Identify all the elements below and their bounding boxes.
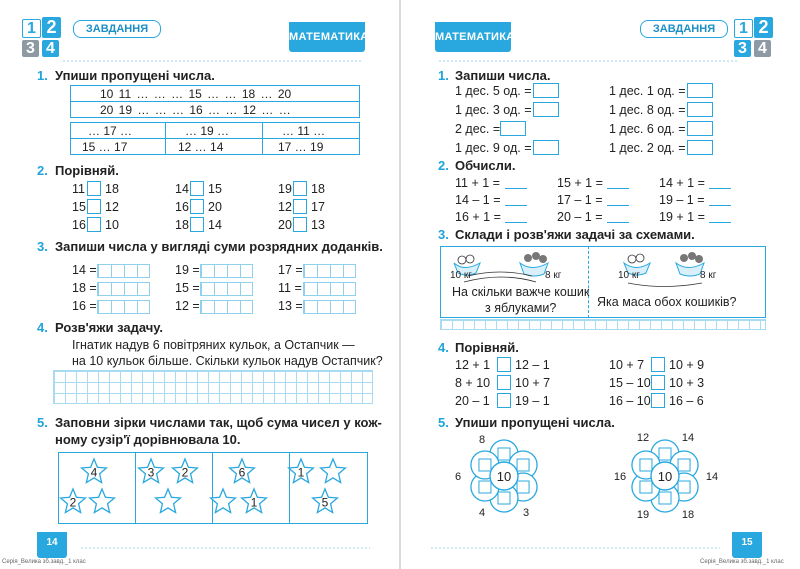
compare-box[interactable] xyxy=(190,199,204,214)
petal-answer-box[interactable] xyxy=(659,448,671,460)
compare-right: 10 + 7 xyxy=(515,376,551,390)
number-row: … 17 … xyxy=(88,124,133,138)
task-title: Упиши пропущені числа. xyxy=(55,68,215,83)
flower-number: 14 xyxy=(705,471,719,483)
task-title: Порівняй. xyxy=(55,163,119,178)
petal-answer-box[interactable] xyxy=(498,492,510,504)
page-spine xyxy=(399,0,401,569)
star-shape[interactable] xyxy=(321,459,346,483)
constellations xyxy=(58,452,368,524)
petal-answer-box[interactable] xyxy=(517,481,529,493)
flower-number: 16 xyxy=(613,471,627,483)
calc-label: 19 – 1 = xyxy=(659,193,705,207)
sum-cells[interactable] xyxy=(200,264,253,278)
calc-label: 11 + 1 = xyxy=(455,176,500,190)
task-title: Запиши числа у вигляді суми розрядних доданків. xyxy=(55,239,383,254)
sum-label: 12 = xyxy=(175,299,200,313)
footnote: Серія_Велика зб.завд._1 клас xyxy=(700,559,784,565)
sum-label: 16 = xyxy=(72,299,97,313)
compare-left: 18 xyxy=(175,218,189,232)
calc-label: 16 + 1 = xyxy=(455,210,501,224)
number-row: … 19 … xyxy=(185,124,230,138)
compare-right: 16 – 6 xyxy=(669,394,704,408)
compare-left: 12 + 1 xyxy=(455,358,491,372)
compare-right: 10 xyxy=(105,218,119,232)
compare-right: 13 xyxy=(311,218,325,232)
star-number: 4 xyxy=(90,465,98,480)
tens-answer-box[interactable] xyxy=(500,121,526,136)
star-shape[interactable] xyxy=(156,489,181,513)
calc-answer-line[interactable] xyxy=(505,188,527,189)
sum-label: 18 = xyxy=(72,281,97,295)
tens-answer-box[interactable] xyxy=(533,83,559,98)
star-number: 2 xyxy=(181,465,189,480)
tens-label: 1 дес. 6 од. = xyxy=(609,122,686,136)
footnote: Серія_Велика зб.завд._1 клас xyxy=(2,559,86,565)
calc-answer-line[interactable] xyxy=(505,205,527,206)
petal-answer-box[interactable] xyxy=(678,459,690,471)
compare-left: 10 + 7 xyxy=(609,358,645,372)
tens-answer-box[interactable] xyxy=(687,121,713,136)
task-number: 1. xyxy=(37,68,48,83)
logo-tile-1: 1 xyxy=(22,19,41,38)
basket-berries-icon xyxy=(520,252,548,276)
number-row: 10 11 … … … 15 … … 18 … 20 xyxy=(100,87,292,101)
number-row: 12 … 14 xyxy=(178,140,224,154)
compare-right: 15 xyxy=(208,182,222,196)
sum-label: 17 = xyxy=(278,263,303,277)
flower-number: 3 xyxy=(522,507,530,519)
right-dots-divider xyxy=(438,59,738,63)
logo-tile-2: 2 xyxy=(42,17,61,38)
sum-cells[interactable] xyxy=(97,300,150,314)
number-flowers xyxy=(430,428,770,526)
calc-label: 19 + 1 = xyxy=(659,210,705,224)
task-title: ному сузір'ї дорівнювала 10. xyxy=(55,432,241,447)
problem-text: Ігнатик надув 6 повітряних кульок, а Остапчик — xyxy=(72,338,355,352)
number-row: 17 … 19 xyxy=(278,140,324,154)
task-number: 1. xyxy=(438,68,449,83)
compare-box[interactable] xyxy=(651,357,665,372)
task-title: Розв'яжи задачу. xyxy=(55,320,163,335)
sum-cells[interactable] xyxy=(303,282,356,296)
number-row: 15 … 17 xyxy=(82,140,128,154)
task-number: 4. xyxy=(438,340,449,355)
task-title: Заповни зірки числами так, щоб сума чисел у кож- xyxy=(55,415,382,430)
compare-box[interactable] xyxy=(651,375,665,390)
task-number: 3. xyxy=(37,239,48,254)
tens-label: 1 дес. 2 од. = xyxy=(609,141,686,155)
question-text: На скільки важче кошик xyxy=(452,285,590,299)
compare-left: 8 + 10 xyxy=(455,376,491,390)
task-number: 4. xyxy=(37,320,48,335)
calc-answer-line[interactable] xyxy=(709,222,731,223)
sum-label: 13 = xyxy=(278,299,303,313)
compare-right: 18 xyxy=(311,182,325,196)
calc-answer-line[interactable] xyxy=(709,205,731,206)
calc-answer-line[interactable] xyxy=(607,188,629,189)
left-subject-tab: МАТЕМАТИКА xyxy=(289,22,365,52)
petal-answer-box[interactable] xyxy=(659,492,671,504)
compare-left: 15 – 10 xyxy=(609,376,651,390)
compare-left: 19 xyxy=(278,182,292,196)
task-number: 5. xyxy=(438,415,449,430)
tens-label: 1 дес. 1 од. = xyxy=(609,84,686,98)
compare-box[interactable] xyxy=(497,357,511,372)
compare-box[interactable] xyxy=(293,217,307,232)
number-row: 20 19 … … … 16 … … 12 … … xyxy=(100,103,291,117)
petal-answer-box[interactable] xyxy=(678,481,690,493)
compare-left: 20 – 1 xyxy=(455,394,490,408)
petal-answer-box[interactable] xyxy=(640,459,652,471)
petal-answer-box[interactable] xyxy=(640,481,652,493)
petal-answer-box[interactable] xyxy=(498,448,510,460)
weight-label: 10 кг xyxy=(618,270,640,281)
task-title: Упиши пропущені числа. xyxy=(455,415,615,430)
compare-right: 12 – 1 xyxy=(515,358,550,372)
sum-label: 15 = xyxy=(175,281,200,295)
page-number: 15 xyxy=(732,532,762,558)
star-number: 2 xyxy=(69,495,77,510)
sum-cells[interactable] xyxy=(97,264,150,278)
calc-answer-line[interactable] xyxy=(709,188,731,189)
number-row: … 11 … xyxy=(282,124,326,138)
flower-number: 6 xyxy=(454,471,462,483)
compare-right: 19 – 1 xyxy=(515,394,550,408)
calc-label: 20 – 1 = xyxy=(557,210,603,224)
table-rule xyxy=(70,138,360,139)
left-dots-divider xyxy=(62,59,362,63)
sum-label: 14 = xyxy=(72,263,97,277)
tens-answer-box[interactable] xyxy=(687,83,713,98)
logo-tile-4: 4 xyxy=(42,40,59,57)
compare-left: 16 xyxy=(72,218,86,232)
calc-label: 14 + 1 = xyxy=(659,176,705,190)
compare-right: 18 xyxy=(105,182,119,196)
compare-box[interactable] xyxy=(87,181,101,196)
flower-number: 8 xyxy=(478,434,486,446)
compare-left: 14 xyxy=(175,182,189,196)
flower-number: 19 xyxy=(636,509,650,521)
compare-box[interactable] xyxy=(87,217,101,232)
sum-cells[interactable] xyxy=(200,282,253,296)
flower-center-number: 10 xyxy=(657,469,673,484)
compare-left: 16 xyxy=(175,200,189,214)
tens-label: 1 дес. 3 од. = xyxy=(455,103,532,117)
tens-label: 1 дес. 8 од. = xyxy=(609,103,686,117)
flower-number: 18 xyxy=(681,509,695,521)
sum-label: 11 = xyxy=(278,281,302,295)
calc-answer-line[interactable] xyxy=(607,222,629,223)
compare-box[interactable] xyxy=(293,199,307,214)
compare-box[interactable] xyxy=(190,181,204,196)
compare-left: 20 xyxy=(278,218,292,232)
calc-answer-line[interactable] xyxy=(505,222,527,223)
calc-label: 17 – 1 = xyxy=(557,193,603,207)
compare-box[interactable] xyxy=(87,199,101,214)
task-title: Запиши числа. xyxy=(455,68,551,83)
calc-answer-line[interactable] xyxy=(607,205,629,206)
weight-label: 8 кг xyxy=(700,270,717,281)
footer-dots xyxy=(80,546,370,550)
petal-answer-box[interactable] xyxy=(479,459,491,471)
star-shape[interactable] xyxy=(211,489,236,513)
compare-box[interactable] xyxy=(497,375,511,390)
right-subject-tab: МАТЕМАТИКА xyxy=(435,22,511,52)
compare-right: 10 + 9 xyxy=(669,358,705,372)
sum-cells[interactable] xyxy=(97,282,150,296)
task-number: 2. xyxy=(37,163,48,178)
task-title: Обчисли. xyxy=(455,158,516,173)
tens-label: 2 дес. = xyxy=(455,122,501,136)
tens-label: 1 дес. 5 од. = xyxy=(455,84,532,98)
petal-answer-box[interactable] xyxy=(479,481,491,493)
tens-answer-box[interactable] xyxy=(687,102,713,117)
task-number: 2. xyxy=(438,158,449,173)
page-number: 14 xyxy=(37,532,67,558)
logo-tile-1: 1 xyxy=(734,19,753,38)
compare-left: 15 xyxy=(72,200,86,214)
tens-answer-box[interactable] xyxy=(533,102,559,117)
compare-box[interactable] xyxy=(293,181,307,196)
answer-grid[interactable] xyxy=(53,370,373,404)
flower-center-number: 10 xyxy=(496,469,512,484)
star-number: 1 xyxy=(297,465,305,480)
sum-label: 19 = xyxy=(175,263,200,277)
left-zavdannya-tag: ЗАВДАННЯ xyxy=(73,20,161,38)
compare-right: 12 xyxy=(105,200,119,214)
calc-label: 14 – 1 = xyxy=(455,193,501,207)
compare-right: 10 + 3 xyxy=(669,376,705,390)
compare-right: 20 xyxy=(208,200,222,214)
table-rule xyxy=(70,101,360,102)
compare-left: 11 xyxy=(72,182,85,196)
petal-answer-box[interactable] xyxy=(517,459,529,471)
task-number: 5. xyxy=(37,415,48,430)
sum-cells[interactable] xyxy=(303,300,356,314)
sum-cells[interactable] xyxy=(200,300,253,314)
flower-number: 12 xyxy=(636,432,650,444)
tens-label: 1 дес. 9 од. = xyxy=(455,141,532,155)
tens-answer-box[interactable] xyxy=(533,140,559,155)
flower-number: 4 xyxy=(478,507,486,519)
table-rule xyxy=(165,122,166,155)
compare-box[interactable] xyxy=(651,393,665,408)
compare-right: 17 xyxy=(311,200,325,214)
flower-number: 14 xyxy=(681,432,695,444)
weight-label: 8 кг xyxy=(545,270,562,281)
star-number: 5 xyxy=(321,495,329,510)
calc-label: 15 + 1 = xyxy=(557,176,603,190)
footer-dots xyxy=(430,546,720,550)
compare-left: 12 xyxy=(278,200,292,214)
logo-tile-3: 3 xyxy=(734,40,751,57)
star-number: 1 xyxy=(250,495,258,510)
answer-grid[interactable] xyxy=(440,319,766,330)
star-number: 3 xyxy=(147,465,155,480)
star-number: 6 xyxy=(238,465,246,480)
logo-tile-2: 2 xyxy=(754,17,773,38)
question-text: з яблуками? xyxy=(485,301,557,315)
tens-answer-box[interactable] xyxy=(687,140,713,155)
sum-cells[interactable] xyxy=(303,264,356,278)
task-title: Порівняй. xyxy=(455,340,519,355)
compare-right: 14 xyxy=(208,218,222,232)
task-number: 3. xyxy=(438,227,449,242)
question-text: Яка маса обох кошиків? xyxy=(597,295,737,309)
logo-tile-4: 4 xyxy=(754,40,771,57)
logo-tile-3: 3 xyxy=(22,40,39,57)
problem-text: на 10 кульок більше. Скільки кульок надув Остапчик? xyxy=(72,354,383,368)
compare-box[interactable] xyxy=(497,393,511,408)
star-shape[interactable] xyxy=(90,489,115,513)
table-rule xyxy=(262,122,263,155)
task-title: Склади і розв'яжи задачі за схемами. xyxy=(455,227,695,242)
weight-label: 10 кг xyxy=(450,270,472,281)
compare-left: 16 – 10 xyxy=(609,394,651,408)
compare-box[interactable] xyxy=(190,217,204,232)
right-zavdannya-tag: ЗАВДАННЯ xyxy=(640,20,728,38)
